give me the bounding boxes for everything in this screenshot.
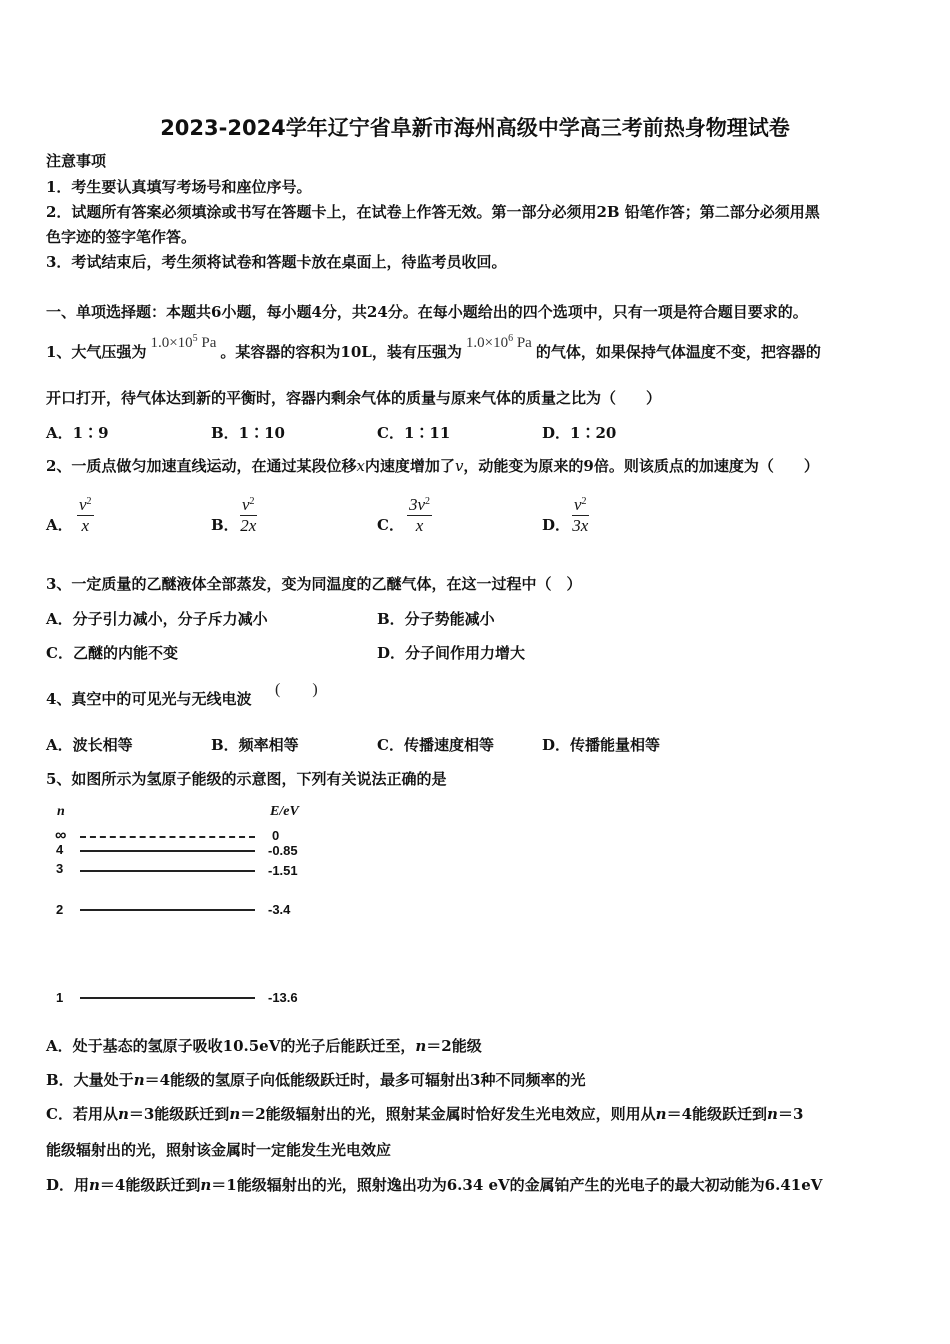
- level-inf-n: ∞: [55, 827, 67, 844]
- q2-option-a-label: A．: [46, 516, 73, 534]
- notice-item-2: 2．试题所有答案必须填涂或书写在答题卡上，在试卷上作答无效。第一部分必须用2B 铅笔作答；第二部分必须用黑: [46, 203, 820, 221]
- q1-text-c: 的气体，如果保持气体温度不变，把容器的: [535, 343, 821, 361]
- q4-option-d: D．传播能量相等: [542, 736, 661, 754]
- q1-text-b: 。某容器的容积为10L，装有压强为: [220, 343, 462, 361]
- q4-option-b: B．频率相等: [211, 736, 299, 754]
- energy-axis-label: E/eV: [270, 804, 299, 819]
- q2-option-d-fraction: $v^2$ 3x: [572, 495, 589, 535]
- level-inf-line: [80, 836, 255, 838]
- n-axis-label: n: [57, 804, 65, 819]
- q3-option-c: C．乙醚的内能不变: [46, 644, 178, 662]
- q5-option-c: C．若用从n＝3能级跃迁到n＝2能级辐射出的光，照射某金属时恰好发生光电效应，则用从n＝4能级跃迁到n＝3: [46, 1105, 804, 1123]
- q2-option-c-label: C．: [377, 516, 404, 534]
- level-2-n: 2: [56, 902, 64, 917]
- level-3-line: [80, 870, 255, 872]
- q5-option-d: D．用n＝4能级跃迁到n＝1能级辐射出的光，照射逸出功为6.34 eV的金属铂产生的光电子的最大初动能为6.41eV: [46, 1176, 823, 1194]
- q1-option-c: C．1∶11: [377, 424, 451, 442]
- q3-option-d: D．分子间作用力增大: [377, 644, 526, 662]
- question-1-stem-cont: 开口打开，待气体达到新的平衡时，容器内剩余气体的质量与原来气体的质量之比为（ ）: [46, 389, 662, 407]
- level-1-n: 1: [56, 990, 64, 1005]
- level-4-line: [80, 850, 255, 852]
- q1-text-a: 1、大气压强为: [46, 343, 147, 361]
- notice-item-2-cont: 色字迹的签字笔作答。: [46, 228, 197, 246]
- q1-option-d: D．1∶20: [542, 424, 617, 442]
- energy-level-diagram: [40, 800, 320, 1015]
- section-heading: 一、单项选择题：本题共6小题，每小题4分，共24分。在每小题给出的四个选项中，只有一项是符合题目要求的。: [46, 303, 808, 321]
- q1-option-b: B．1∶10: [211, 424, 285, 442]
- level-4-n: 4: [56, 842, 64, 857]
- q4-option-c: C．传播速度相等: [377, 736, 494, 754]
- notice-item-1: 1．考生要认真填写考场号和座位序号。: [46, 178, 312, 196]
- q2-option-c-fraction: $3v^2$ x: [409, 495, 431, 535]
- level-1-line: [80, 997, 255, 999]
- level-4-energy: -0.85: [268, 843, 298, 858]
- q5-option-c-cont: 能级辐射出的光，照射该金属时一定能发生光电效应: [46, 1141, 392, 1159]
- level-inf-energy: 0: [272, 828, 280, 843]
- q2-option-b-fraction: $v^2$ 2x: [240, 495, 257, 535]
- q4-option-a: A．波长相等: [46, 736, 133, 754]
- pressure-2: $1.0\times 10^6$ Pa: [465, 333, 532, 351]
- question-1-stem: [46, 333, 821, 363]
- level-1-energy: -13.6: [268, 990, 298, 1005]
- q2-option-b-label: B．: [211, 516, 239, 534]
- level-2-line: [80, 909, 255, 911]
- level-2-energy: -3.4: [268, 902, 291, 917]
- q2-option-d-label: D．: [542, 516, 571, 534]
- question-3-stem: 3、一定质量的乙醚液体全部蒸发，变为同温度的乙醚气体，在这一过程中（ ）: [46, 575, 582, 593]
- q5-option-a: A．处于基态的氢原子吸收10.5eV的光子后能跃迁至，n＝2能级: [46, 1037, 482, 1055]
- page-title: 2023-2024学年辽宁省阜新市海州高级中学高三考前热身物理试卷: [160, 116, 790, 140]
- q4-answer-paren: ( ): [275, 681, 318, 698]
- q5-option-b: B．大量处于n＝4能级的氢原子向低能级跃迁时，最多可辐射出3种不同频率的光: [46, 1071, 586, 1089]
- q1-option-a: A．1∶9: [46, 424, 109, 442]
- question-5-stem: 5、如图所示为氢原子能级的示意图，下列有关说法正确的是: [46, 770, 447, 788]
- notice-item-3: 3．考试结束后，考生须将试卷和答题卡放在桌面上，待监考员收回。: [46, 253, 507, 271]
- q3-option-a: A．分子引力减小，分子斥力减小: [46, 610, 268, 628]
- question-4-stem: 4、真空中的可见光与无线电波: [46, 690, 252, 708]
- level-3-energy: -1.51: [268, 863, 298, 878]
- question-2-stem: 2、一质点做匀加速直线运动，在通过某段位移x内速度增加了v，动能变为原来的9倍。则该质点的加速度为（ ）: [46, 457, 819, 475]
- q3-option-b: B．分子势能减小: [377, 610, 495, 628]
- notice-heading: 注意事项: [46, 152, 107, 170]
- pressure-1: $1.0\times 10^5$ Pa: [150, 333, 217, 351]
- level-3-n: 3: [56, 861, 64, 876]
- q2-option-a-fraction: $v^2$ x: [79, 495, 92, 535]
